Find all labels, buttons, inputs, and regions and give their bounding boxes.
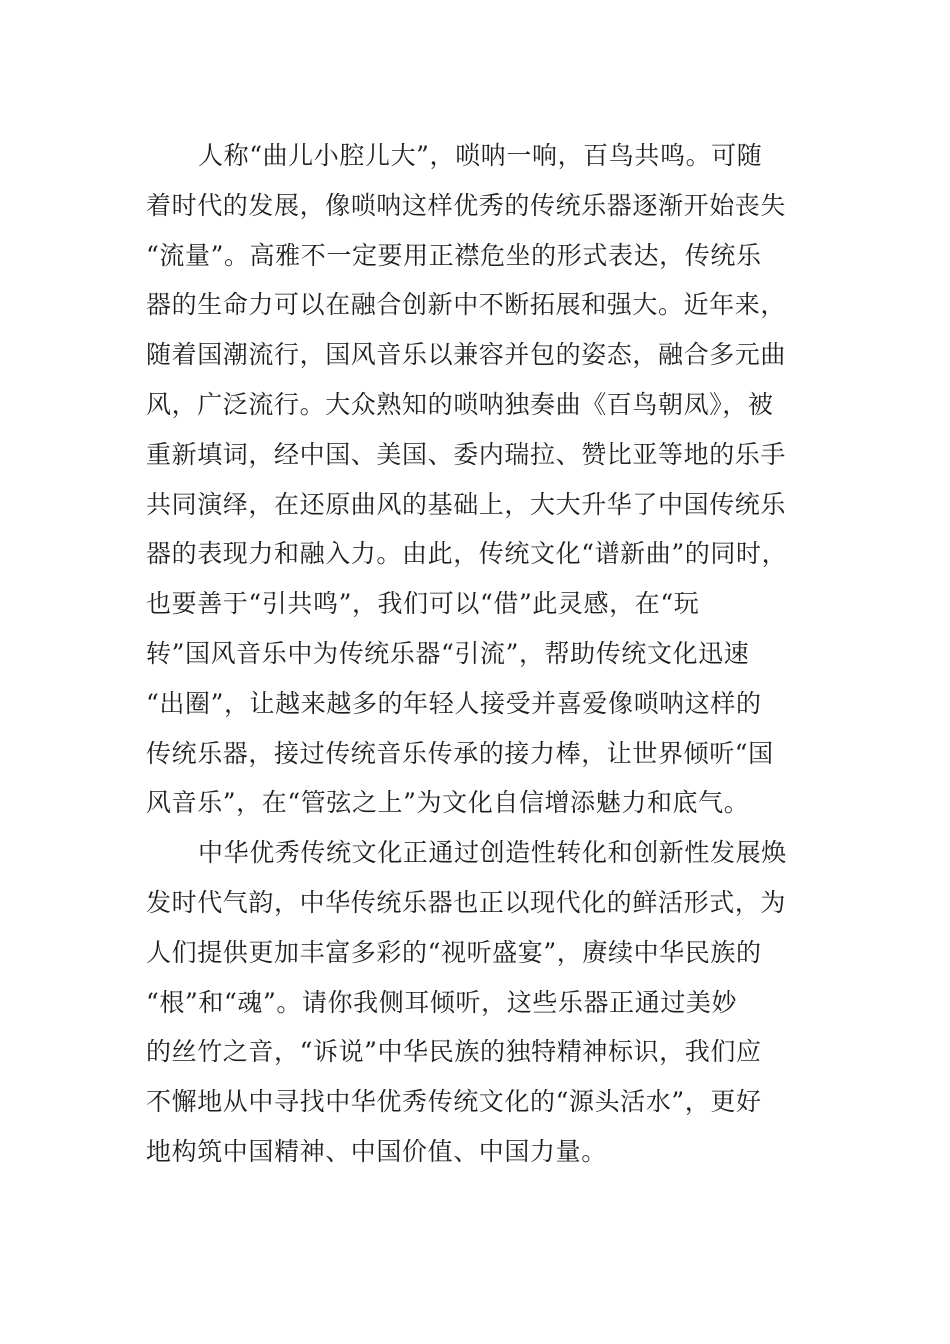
text-line: 器的生命力可以在融合创新中不断拓展和强大。近年来，: [146, 290, 787, 320]
text-line: 随着国潮流行，国风音乐以兼容并包的姿态，融合多元曲: [146, 340, 787, 370]
text-line: 地构筑中国精神、中国价值、中国力量。: [146, 1136, 607, 1166]
text-line: 中华优秀传统文化正通过创造性转化和创新性发展焕: [198, 838, 787, 868]
text-line: “根”和“魂”。请你我侧耳倾听，这些乐器正通过美妙: [146, 987, 738, 1017]
paragraph-2: [146, 828, 786, 1177]
text-line: 也要善于“引共鸣”，我们可以“借”此灵感，在“玩: [146, 589, 700, 619]
text-line: 着时代的发展，像唢呐这样优秀的传统乐器逐渐开始丧失: [146, 190, 787, 220]
text-line: 共同演绎，在还原曲风的基础上，大大升华了中国传统乐: [146, 489, 787, 519]
text-line: 重新填词，经中国、美国、委内瑞拉、赞比亚等地的乐手: [146, 439, 787, 469]
paragraph-1: [146, 131, 786, 828]
text-line: 的丝竹之音，“诉说”中华民族的独特精神标识，我们应: [146, 1037, 762, 1067]
text-line: “出圈”，让越来越多的年轻人接受并喜爱像唢呐这样的: [146, 688, 762, 718]
text-line: 传统乐器，接过传统音乐传承的接力棒，让世界倾听“国: [146, 738, 774, 768]
text-line: 发时代气韵，中华传统乐器也正以现代化的鲜活形式，为: [146, 887, 787, 917]
body-text: [146, 131, 786, 1177]
text-line: 不懈地从中寻找中华优秀传统文化的“源头活水”，更好: [146, 1087, 762, 1117]
text-line: “流量”。高雅不一定要用正襟危坐的形式表达，传统乐: [146, 240, 762, 270]
text-line: 转”国风音乐中为传统乐器“引流”，帮助传统文化迅速: [146, 638, 750, 668]
text-line: 人们提供更加丰富多彩的“视听盛宴”，赓续中华民族的: [146, 937, 762, 967]
text-line: 风，广泛流行。大众熟知的唢呐独奏曲《百鸟朝凤》，被: [146, 389, 774, 419]
text-line: 人称“曲儿小腔儿大”，唢呐一响，百鸟共鸣。可随: [198, 141, 763, 170]
text-line: 风音乐”，在“管弦之上”为文化自信增添魅力和底气。: [146, 788, 750, 818]
text-line: 器的表现力和融入力。由此，传统文化“谱新曲”的同时，: [146, 539, 788, 569]
